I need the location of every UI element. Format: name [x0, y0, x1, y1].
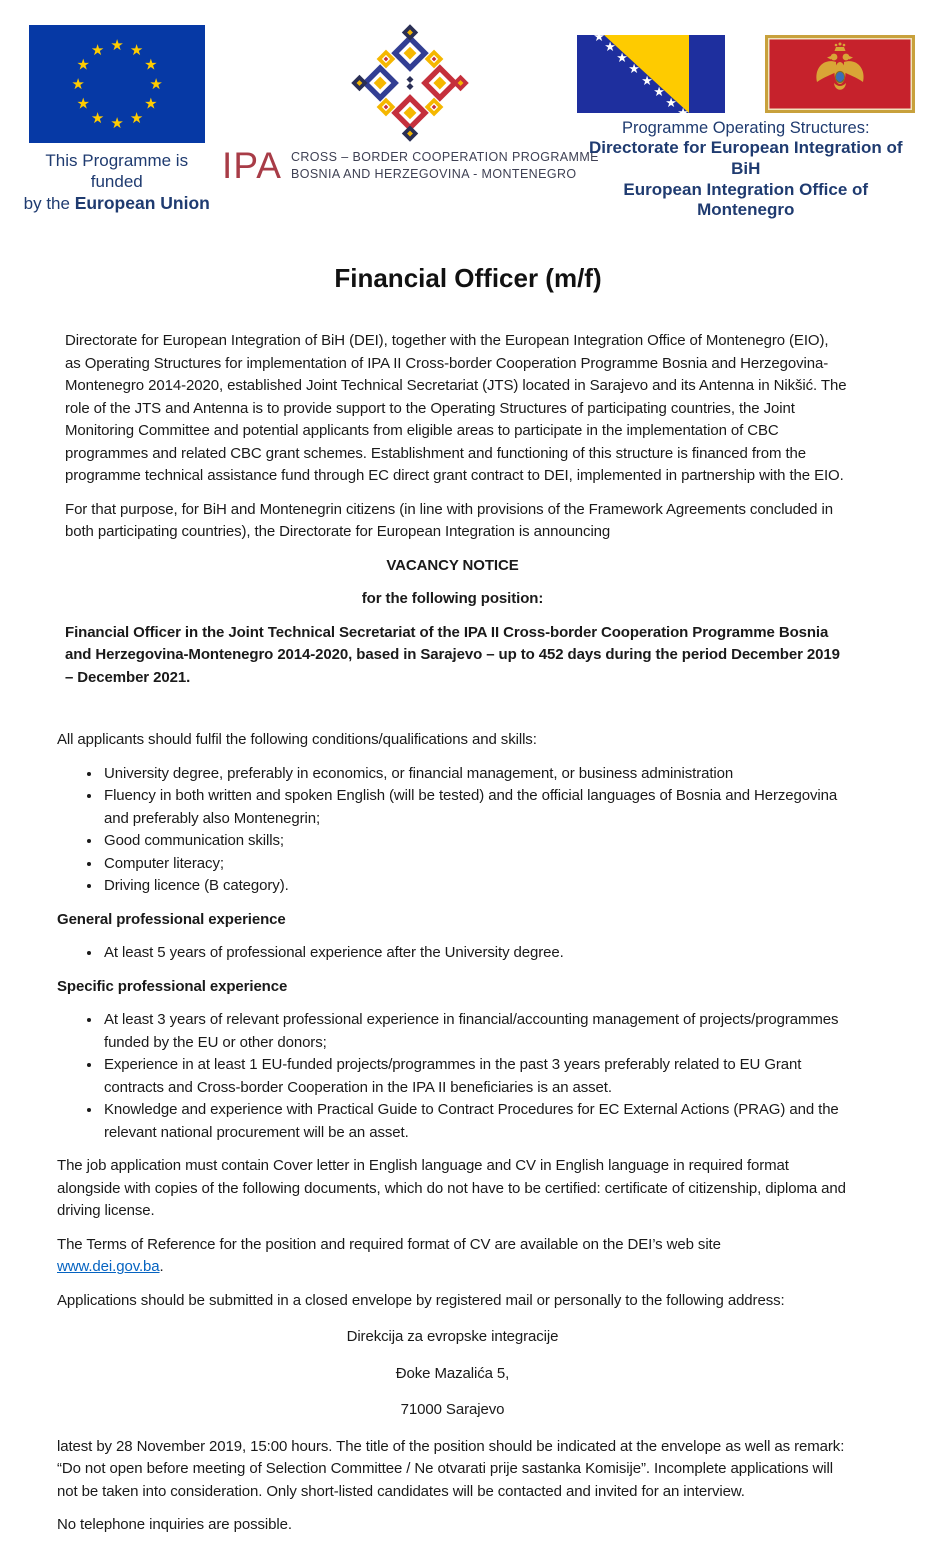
star-icon: ★ — [615, 51, 628, 66]
star-icon: ★ — [603, 40, 616, 55]
submission-paragraph: Applications should be submitted in a closed envelope by registered mail or personally to the following address: — [57, 1291, 785, 1309]
star-icon: ★ — [143, 94, 158, 113]
star-icon: ★ — [627, 62, 640, 77]
flags-row — [577, 30, 915, 121]
structures-line1: Programme Operating Structures: — [621, 119, 870, 137]
star-icon: ★ — [676, 106, 689, 121]
eu-caption-line2-prefix: by the — [23, 193, 75, 213]
list-item: • Driving licence (B category). — [102, 875, 848, 898]
specific-experience-heading: Specific professional experience — [57, 977, 288, 995]
eu-caption — [20, 150, 213, 214]
star-icon: ★ — [76, 94, 90, 113]
star-icon: ★ — [143, 55, 158, 74]
operating-structures-block — [575, 25, 916, 221]
star-icon: ★ — [90, 108, 104, 127]
no-phone-paragraph: No telephone inquiries are possible. — [57, 1516, 292, 1534]
ipa-acronym: IPA — [222, 145, 282, 186]
address-line-1: Direkcija za evropske integracije — [346, 1328, 559, 1346]
list-item: • Fluency in both written and spoken English (will be tested) and the official languages of Bosnia and Herzegovina and preferably also Montenegrin; — [102, 785, 848, 830]
application-documents-paragraph: The job application must contain Cover letter in English language and CV in English language in required format alongside with copies of the following documents, which do not have to be certified: certificate of citizenship, diploma and driving license. — [57, 1157, 846, 1220]
intro-paragraph-2: For that purpose, for BiH and Montenegrin citizens (in line with provisions of the Framework Agreements concluded in both participating countries), the Directorate for European Integration is announcing — [65, 500, 833, 541]
ipa-wordmark — [222, 145, 599, 186]
montenegro-flag — [765, 35, 915, 113]
list-item: • Good communication skills; — [102, 830, 848, 853]
star-icon: ★ — [71, 75, 85, 93]
qualifications-list — [57, 763, 848, 898]
ipa-programme-block — [222, 25, 599, 186]
position-subheading: for the following position: — [361, 590, 544, 608]
list-item: • University degree, preferably in economics, or financial management, or business administration — [102, 763, 848, 786]
star-icon: ★ — [129, 41, 143, 60]
document-body — [0, 330, 936, 1566]
ipa-tagline — [291, 149, 599, 182]
structures-line2: Directorate for European Integration of BiH — [588, 138, 903, 178]
star-icon: ★ — [149, 75, 163, 93]
vacancy-notice-heading: VACANCY NOTICE — [386, 556, 519, 574]
qualifications-intro: All applicants should fulfil the following conditions/qualifications and skills: — [57, 731, 537, 749]
bih-flag — [577, 30, 725, 121]
header-logos — [0, 0, 936, 221]
star-icon: ★ — [592, 30, 605, 45]
ipa-pattern-logo — [352, 25, 468, 141]
list-item: • Experience in at least 1 EU-funded projects/programmes in the past 3 years preferably related to EU Grant contracts and Cross-border Cooperation in the IPA II beneficiaries is an asset. — [102, 1054, 848, 1099]
structures-line3: European Integration Office of Montenegro — [623, 179, 869, 220]
eu-caption-line2-bold: European Union — [74, 192, 210, 213]
general-experience-heading: General professional experience — [57, 910, 286, 928]
terms-of-reference-paragraph — [57, 1234, 848, 1279]
terms-prefix: The Terms of Reference for the position and required format of CV are available on the DEI’s web site — [57, 1235, 721, 1253]
list-item: • Computer literacy; — [102, 853, 848, 876]
star-icon: ★ — [664, 96, 677, 111]
ipa-tagline-line2: BOSNIA AND HERZEGOVINA - MONTENEGRO — [290, 166, 577, 181]
eu-funding-block — [20, 25, 213, 214]
eu-caption-line1: This Programme is funded — [45, 151, 189, 192]
star-icon: ★ — [90, 41, 104, 60]
eu-flag — [29, 25, 205, 143]
deadline-paragraph: latest by 28 November 2019, 15:00 hours. The title of the position should be indicated at the envelope as well as remark: “Do not open before meeting of Selection Committee / Ne otvarati prije sastanka Komisije”. Incomplete applications will not be taken into consideration. Only short-listed candidates will be contacted and invited for an interview. — [57, 1437, 845, 1500]
general-experience-list — [57, 942, 848, 965]
star-icon: ★ — [110, 114, 124, 132]
ipa-tagline-line1: CROSS – BORDER COOPERATION PROGRAMME — [290, 150, 599, 165]
list-item: • Knowledge and experience with Practical Guide to Contract Procedures for EC External Actions (PRAG) and the relevant national procurement will be an asset. — [102, 1099, 848, 1144]
dei-website-link[interactable]: www.dei.gov.ba — [57, 1258, 160, 1276]
address-line-2: Đoke Mazalića 5, — [395, 1364, 510, 1382]
terms-suffix: . — [159, 1258, 164, 1276]
structures-caption — [575, 118, 916, 221]
page-title: Financial Officer (m/f) — [334, 263, 602, 294]
star-icon: ★ — [76, 55, 90, 74]
address-line-3: 71000 Sarajevo — [400, 1401, 505, 1419]
intro-paragraph-1: Directorate for European Integration of BiH (DEI), together with the European Integration Office of Montenegro (EIO), as Operating Structures for implementation of IPA II Cross-border Cooperation Programme Bosnia and Herzegovina-Montenegro 2014-2020, established Joint Technical Secretariat (JTS) located in Sarajevo and its Antenna in Nikšić. The role of the JTS and Antenna is to provide support to the Operating Structures of participating countries, the Joint Monitoring Committee and potential applicants from eligible areas to participate in the implementation of CBC programmes and related CBC grant schemes. Establishment and functioning of this structure is financed from the programme technical assistance fund through EC direct grant contract to DEI, implemented in partnership with the EIO. — [65, 332, 847, 485]
star-icon: ★ — [652, 85, 665, 100]
star-icon: ★ — [110, 36, 124, 54]
list-item: • At least 3 years of relevant professional experience in financial/accounting management of projects/programmes funded by the EU or other donors; — [102, 1009, 848, 1054]
star-icon: ★ — [640, 74, 653, 89]
list-item: • At least 5 years of professional experience after the University degree. — [102, 942, 848, 965]
position-description: Financial Officer in the Joint Technical Secretariat of the IPA II Cross-border Cooperation Programme Bosnia and Herzegovina-Montenegro 2014-2020, based in Sarajevo – up to 452 days during the period December 2019 – December 2021. — [65, 623, 840, 686]
specific-experience-list — [57, 1009, 848, 1144]
star-icon: ★ — [129, 108, 143, 127]
